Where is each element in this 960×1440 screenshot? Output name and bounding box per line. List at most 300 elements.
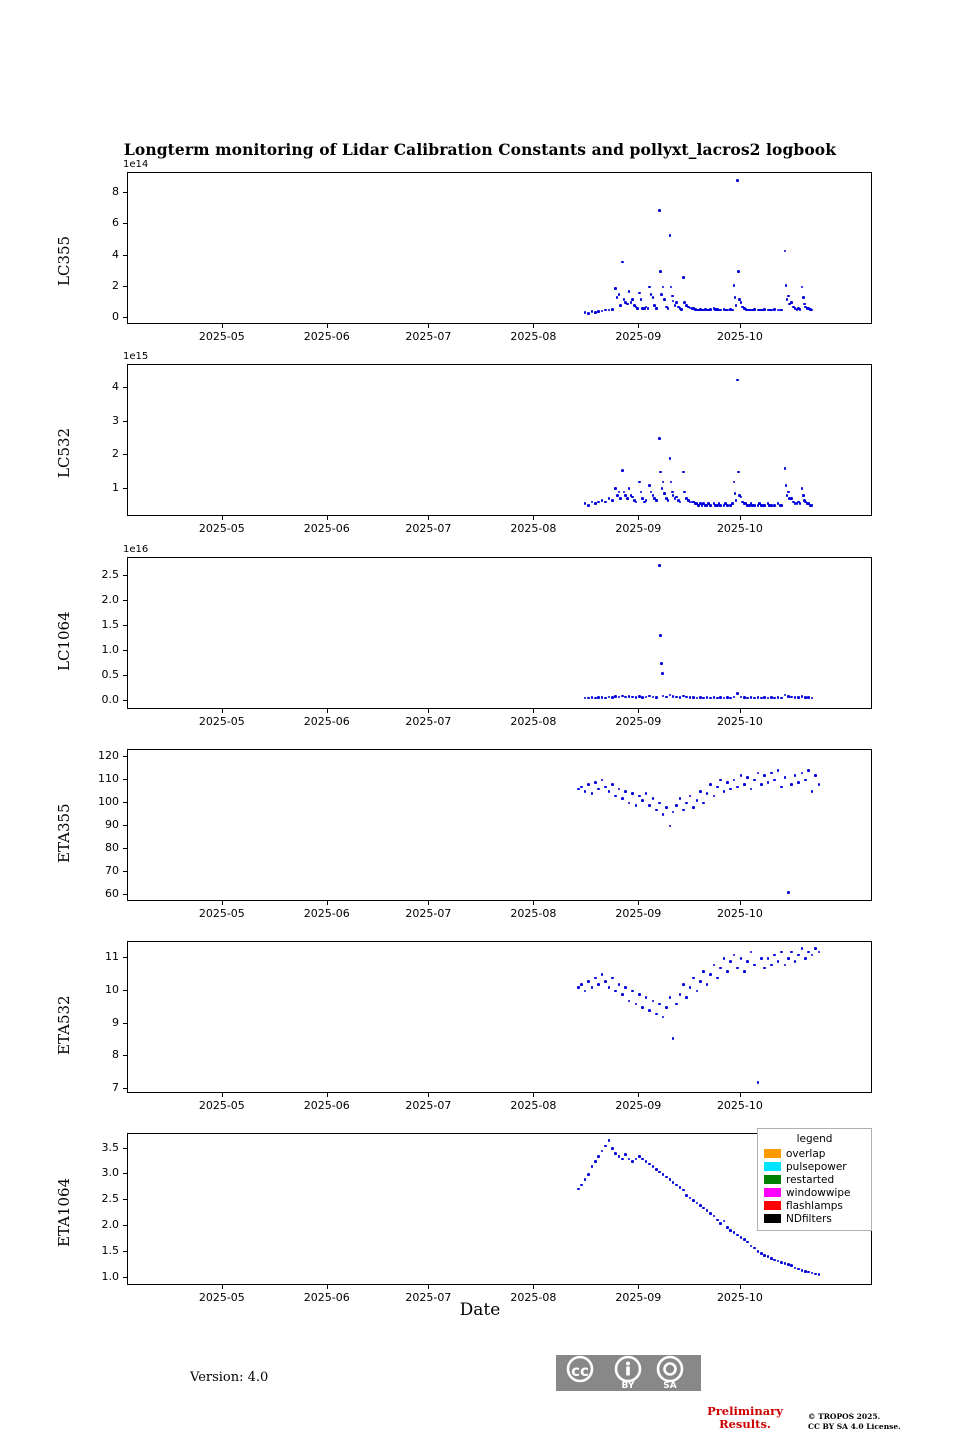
x-tick-mark [222, 901, 223, 905]
data-point [733, 481, 736, 484]
y-tick-label: 60 [105, 887, 119, 901]
x-tick-label: 2025-08 [510, 330, 557, 343]
data-point [591, 696, 594, 699]
x-tick-label: 2025-05 [198, 522, 245, 535]
x-tick-label: 2025-07 [405, 907, 452, 920]
x-tick-mark [222, 709, 223, 713]
data-point [584, 790, 587, 793]
data-point [757, 696, 760, 699]
data-point [672, 494, 675, 497]
data-point [801, 1269, 804, 1272]
x-tick-mark [638, 709, 639, 713]
data-point [706, 696, 709, 699]
svg-text:cc: cc [571, 1362, 589, 1380]
data-point [671, 295, 674, 298]
preliminary-line-2: Results. [719, 1417, 771, 1431]
y-tick-label: 120 [98, 748, 119, 762]
x-tick-mark [222, 516, 223, 520]
data-point [746, 776, 749, 779]
data-point [661, 672, 664, 675]
data-point [635, 804, 638, 807]
data-point [726, 309, 729, 312]
y-tick-mark [123, 454, 127, 455]
data-point [811, 697, 814, 700]
data-point [787, 295, 790, 298]
data-point [740, 1236, 743, 1239]
y-axis-label-lc1064: LC1064 [55, 611, 73, 671]
data-point [621, 469, 624, 472]
x-tick-label: 2025-09 [615, 907, 662, 920]
data-point [608, 1139, 611, 1142]
data-point [597, 696, 600, 699]
data-point [696, 1202, 699, 1205]
data-point [716, 697, 719, 700]
data-point [652, 296, 655, 299]
data-point [777, 769, 780, 772]
data-point [733, 284, 736, 287]
data-point [740, 496, 743, 499]
data-point [655, 499, 658, 502]
data-point [699, 1204, 702, 1207]
data-point [652, 696, 655, 699]
data-point [814, 1273, 817, 1276]
x-tick-label: 2025-07 [405, 1099, 452, 1112]
data-point [580, 1184, 583, 1187]
data-point [641, 799, 644, 802]
data-point [631, 298, 634, 301]
y-tick-label: 1.0 [101, 642, 119, 656]
y-tick-mark [123, 825, 127, 826]
data-point [780, 786, 783, 789]
data-point [614, 1152, 617, 1155]
data-point [692, 977, 695, 980]
data-point [659, 471, 662, 474]
data-point [652, 1000, 655, 1003]
y-axis-label-eta355: ETA355 [55, 803, 73, 863]
x-tick-mark [740, 516, 741, 520]
y-tick-mark [123, 779, 127, 780]
data-point [618, 696, 621, 699]
y-tick-label: 3.0 [101, 1166, 119, 1180]
y-tick-mark [123, 387, 127, 388]
data-point [591, 1165, 594, 1168]
data-point [770, 964, 773, 967]
x-tick-label: 2025-10 [716, 522, 763, 535]
x-tick-mark [740, 1285, 741, 1289]
data-point [648, 1163, 651, 1166]
data-point [658, 1171, 661, 1174]
data-point [729, 960, 732, 963]
data-point [621, 797, 624, 800]
data-point [794, 960, 797, 963]
legend-item [764, 1160, 865, 1173]
data-point [713, 1215, 716, 1218]
data-point [645, 996, 648, 999]
y-tick-mark [123, 650, 127, 651]
data-point [628, 487, 631, 490]
data-point [670, 481, 673, 484]
data-point [785, 484, 788, 487]
data-point [652, 494, 655, 497]
data-point [733, 1231, 736, 1234]
data-point [631, 496, 634, 499]
data-point [784, 1262, 787, 1265]
data-point [802, 494, 805, 497]
data-point [659, 634, 662, 637]
x-tick-mark [222, 1093, 223, 1097]
data-point [662, 481, 665, 484]
data-point [597, 310, 600, 313]
data-point [621, 993, 624, 996]
plot-panel-eta355 [127, 749, 872, 901]
x-tick-mark [638, 1285, 639, 1289]
legend-item [764, 1186, 865, 1199]
data-point [811, 504, 814, 507]
x-tick-mark [533, 709, 534, 713]
data-point [658, 437, 661, 440]
data-point [699, 790, 702, 793]
data-point [702, 970, 705, 973]
data-point [635, 501, 638, 504]
x-tick-label: 2025-10 [716, 330, 763, 343]
data-point [636, 307, 639, 310]
data-point [729, 1229, 732, 1232]
data-point [587, 1173, 590, 1176]
data-point [652, 797, 655, 800]
data-point [618, 1155, 621, 1158]
data-point [719, 309, 722, 312]
data-point [638, 481, 641, 484]
data-point [719, 967, 722, 970]
y-tick-label: 4 [112, 380, 119, 394]
y-tick-mark [123, 1088, 127, 1089]
y-tick-label: 2 [112, 278, 119, 292]
legend-swatch-windowwipe [764, 1188, 781, 1197]
y-tick-label: 3 [112, 413, 119, 427]
data-point [667, 307, 670, 310]
data-point [619, 497, 622, 500]
data-point [735, 499, 738, 502]
y-tick-mark [123, 871, 127, 872]
legend-item [764, 1147, 865, 1160]
data-point [729, 788, 732, 791]
legend-item [764, 1212, 865, 1225]
data-point [652, 1165, 655, 1168]
data-point [611, 783, 614, 786]
x-tick-label: 2025-09 [615, 522, 662, 535]
data-point [760, 957, 763, 960]
x-tick-mark [428, 324, 429, 328]
data-point [753, 964, 756, 967]
data-point [669, 694, 672, 697]
data-point [773, 779, 776, 782]
data-point [763, 504, 766, 507]
data-point [672, 695, 675, 698]
y-tick-label: 3.5 [101, 1140, 119, 1154]
plot-panel-lc355 [127, 172, 872, 324]
data-point [638, 1155, 641, 1158]
data-point [696, 697, 699, 700]
data-point [777, 960, 780, 963]
data-point [604, 786, 607, 789]
data-point [645, 499, 648, 502]
data-point [706, 792, 709, 795]
data-point [803, 303, 806, 306]
data-point [736, 786, 739, 789]
y-tick-mark [123, 255, 127, 256]
x-tick-label: 2025-06 [303, 1291, 350, 1304]
data-point [662, 1173, 665, 1176]
data-point [641, 1006, 644, 1009]
figure-title: Longterm monitoring of Lidar Calibration Constants and pollyxt_lacros2 logbook [123, 140, 837, 159]
data-point [658, 209, 661, 212]
data-point [780, 951, 783, 954]
x-tick-mark [222, 324, 223, 328]
x-tick-mark [740, 901, 741, 905]
data-point [628, 695, 631, 698]
y-tick-mark [123, 990, 127, 991]
y-tick-label: 6 [112, 216, 119, 230]
data-point [740, 957, 743, 960]
data-point [702, 802, 705, 805]
data-point [743, 783, 746, 786]
x-tick-label: 2025-10 [716, 1291, 763, 1304]
data-point [709, 308, 712, 311]
data-point [740, 301, 743, 304]
data-point [587, 697, 590, 700]
data-point [679, 797, 682, 800]
x-tick-label: 2025-05 [198, 907, 245, 920]
y-tick-label: 4 [112, 247, 119, 261]
y-tick-mark [123, 894, 127, 895]
data-point [777, 1260, 780, 1263]
data-point [709, 504, 712, 507]
y-tick-mark [123, 1199, 127, 1200]
x-tick-mark [533, 1285, 534, 1289]
data-point [807, 696, 810, 699]
data-point [611, 308, 614, 311]
data-point [604, 501, 607, 504]
data-point [621, 1158, 624, 1161]
data-point [672, 1181, 675, 1184]
x-tick-mark [638, 324, 639, 328]
data-point [753, 779, 756, 782]
y-tick-mark [123, 1277, 127, 1278]
data-point [801, 487, 804, 490]
data-point [641, 497, 644, 500]
data-point [587, 783, 590, 786]
data-point [787, 1263, 790, 1266]
data-point [601, 696, 604, 699]
data-point [733, 954, 736, 957]
data-point [661, 487, 664, 490]
x-tick-label: 2025-08 [510, 715, 557, 728]
x-tick-mark [638, 1093, 639, 1097]
x-tick-label: 2025-06 [303, 330, 350, 343]
data-point [608, 696, 611, 699]
data-point [665, 696, 668, 699]
data-point [794, 774, 797, 777]
data-point [591, 792, 594, 795]
data-point [753, 697, 756, 700]
data-point [689, 986, 692, 989]
data-point [743, 696, 746, 699]
data-point [669, 825, 672, 828]
data-point [785, 284, 788, 287]
data-point [773, 697, 776, 700]
legend-swatch-NDfilters [764, 1214, 781, 1223]
data-point [601, 310, 604, 313]
data-point [726, 696, 729, 699]
cc-sa-label: SA [663, 1381, 677, 1391]
plot-panel-lc1064 [127, 557, 872, 709]
data-point [591, 501, 594, 504]
data-point [683, 491, 686, 494]
data-point [692, 696, 695, 699]
x-tick-mark [638, 516, 639, 520]
data-point [648, 804, 651, 807]
data-point [780, 1261, 783, 1264]
data-point [591, 310, 594, 313]
y-axis-label-eta1064: ETA1064 [55, 1177, 73, 1247]
data-point [631, 990, 634, 993]
y-tick-label: 110 [98, 771, 119, 785]
data-point [757, 1250, 760, 1253]
data-point [597, 1155, 600, 1158]
data-point [601, 1150, 604, 1153]
data-point [770, 309, 773, 312]
data-point [580, 983, 583, 986]
data-point [658, 802, 661, 805]
legend-box [757, 1128, 872, 1231]
data-point [743, 1238, 746, 1241]
data-point [662, 695, 665, 698]
data-point [638, 292, 641, 295]
legend-swatch-flashlamps [764, 1201, 781, 1210]
y-tick-mark [123, 286, 127, 287]
x-tick-label: 2025-06 [303, 715, 350, 728]
data-point [743, 970, 746, 973]
data-point [784, 694, 787, 697]
x-tick-mark [533, 901, 534, 905]
data-point [628, 1158, 631, 1161]
data-point [584, 990, 587, 993]
data-point [799, 308, 802, 311]
data-point [723, 957, 726, 960]
data-point [807, 769, 810, 772]
data-point [787, 695, 790, 698]
data-point [801, 947, 804, 950]
x-tick-mark [327, 1285, 328, 1289]
data-point [811, 954, 814, 957]
data-point [696, 799, 699, 802]
legend-swatch-pulsepower [764, 1162, 781, 1171]
data-point [648, 484, 651, 487]
data-point [804, 957, 807, 960]
y-tick-label: 11 [105, 950, 119, 964]
data-point [723, 1220, 726, 1223]
data-point [665, 806, 668, 809]
data-point [719, 504, 722, 507]
legend-items [764, 1147, 865, 1225]
data-point [746, 1241, 749, 1244]
data-point [746, 697, 749, 700]
data-point [763, 967, 766, 970]
data-point [801, 772, 804, 775]
data-point [672, 300, 675, 303]
data-point [740, 696, 743, 699]
data-point [767, 781, 770, 784]
data-point [621, 695, 624, 698]
y-tick-label: 2.0 [101, 1218, 119, 1232]
data-point [647, 307, 650, 310]
data-point [689, 696, 692, 699]
data-point [818, 1273, 821, 1276]
data-point [682, 471, 685, 474]
data-point [692, 1199, 695, 1202]
y-tick-mark [123, 700, 127, 701]
y-tick-label: 10 [105, 983, 119, 997]
y-axis-label-lc532: LC532 [55, 427, 73, 478]
data-point [709, 973, 712, 976]
x-tick-mark [638, 901, 639, 905]
data-point [675, 804, 678, 807]
x-tick-label: 2025-05 [198, 1291, 245, 1304]
y-tick-label: 2.0 [101, 592, 119, 606]
data-point [767, 697, 770, 700]
data-point [750, 1245, 753, 1248]
data-point [811, 309, 814, 312]
data-point [735, 304, 738, 307]
data-point [797, 781, 800, 784]
legend-label: flashlamps [786, 1199, 843, 1212]
data-point [787, 491, 790, 494]
data-point [685, 996, 688, 999]
data-point [740, 774, 743, 777]
data-point [614, 695, 617, 698]
data-point [780, 697, 783, 700]
data-point [753, 504, 756, 507]
data-point [736, 179, 739, 182]
y-tick-label: 8 [112, 185, 119, 199]
y-tick-mark [123, 1225, 127, 1226]
data-point [631, 696, 634, 699]
data-point [737, 471, 740, 474]
y-tick-mark [123, 675, 127, 676]
data-point [619, 304, 622, 307]
data-point [706, 983, 709, 986]
data-point [679, 1186, 682, 1189]
legend-label: pulsepower [786, 1160, 847, 1173]
x-tick-label: 2025-07 [405, 522, 452, 535]
data-point [626, 497, 629, 500]
data-point [594, 781, 597, 784]
y-tick-mark [123, 1148, 127, 1149]
data-point [665, 1006, 668, 1009]
data-point [672, 811, 675, 814]
y-axis-label-lc355: LC355 [55, 235, 73, 286]
data-point [818, 951, 821, 954]
x-tick-mark [327, 516, 328, 520]
y-tick-label: 1 [112, 480, 119, 494]
y-tick-label: 2.5 [101, 567, 119, 581]
data-point [624, 696, 627, 699]
data-point [773, 504, 776, 507]
data-point [616, 296, 619, 299]
y-tick-mark [123, 1055, 127, 1056]
legend-item [764, 1199, 865, 1212]
x-tick-mark [740, 324, 741, 328]
